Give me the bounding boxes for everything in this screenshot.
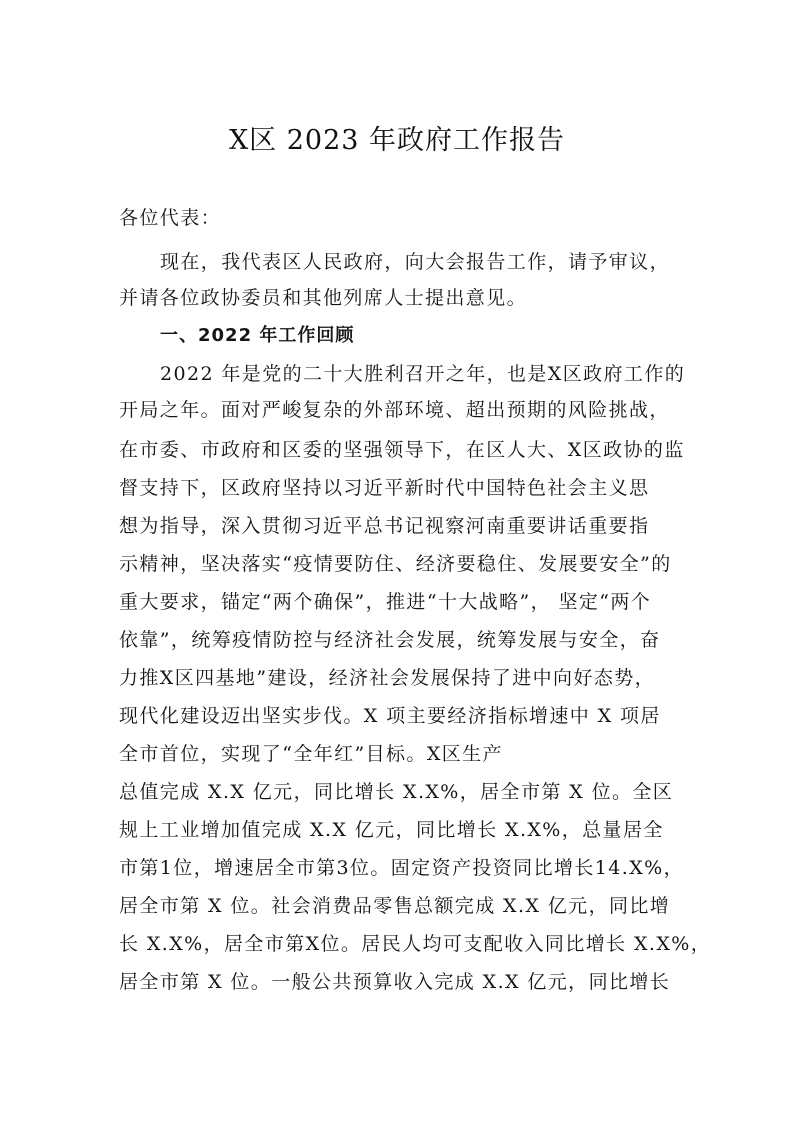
body-line: 现代化建设迈出坚实步伐。X 项主要经济指标增速中 X 项居 — [119, 705, 661, 727]
document-title: X区 2023 年政府工作报告 — [228, 125, 566, 156]
body-line: 重大要求，锚定“两个确保”，推进“十大战略”， 坚定“两个 — [119, 591, 652, 613]
salutation: 各位代表： — [119, 207, 222, 229]
body-line: 总值完成 X.X 亿元，同比增长 X.X%，居全市第 X 位。全区 — [119, 781, 674, 803]
body-line: 力推X区四基地”建设，经济社会发展保持了进中向好态势， — [119, 667, 656, 689]
body-line: 开局之年。面对严峻复杂的外部环境、超出预期的风险挑战， — [119, 399, 670, 421]
body-line: 督支持下，区政府坚持以习近平新时代中国特色社会主义思 — [119, 477, 650, 499]
body-line: 市第1位，增速居全市第3位。固定资产投资同比增长14.X%， — [119, 857, 684, 879]
body-line: 全市首位，实现了“全年红”目标。X区生产 — [119, 743, 503, 765]
body-line: 规上工业增加值完成 X.X 亿元，同比增长 X.X%，总量居全 — [119, 819, 664, 841]
body-line: 在市委、市政府和区委的坚强领导下，在区人大、X区政协的监 — [119, 439, 685, 461]
body-line: 居全市第 X 位。一般公共预算收入完成 X.X 亿元，同比增长 — [119, 971, 671, 993]
body-line: 居全市第 X 位。社会消费品零售总额完成 X.X 亿元，同比增 — [119, 895, 671, 917]
body-line: 想为指导，深入贯彻习近平总书记视察河南重要讲话重要指 — [119, 515, 650, 537]
body-line: 示精神，坚决落实“疫情要防住、经济要稳住、发展要安全”的 — [119, 553, 672, 575]
body-line: 长 X.X%，居全市第X位。居民人均可支配收入同比增长 X.X%， — [119, 933, 712, 955]
section-heading: 一、2022 年工作回顾 — [160, 325, 355, 346]
body-line: 依靠”，统筹疫情防控与经济社会发展，统筹发展与安全，奋 — [119, 629, 661, 651]
body-line: 2022 年是党的二十大胜利召开之年，也是X区政府工作的 — [160, 363, 686, 385]
intro-line: 并请各位政协委员和其他列席人士提出意见。 — [119, 287, 528, 309]
intro-line: 现在，我代表区人民政府，向大会报告工作，请予审议， — [160, 251, 671, 273]
